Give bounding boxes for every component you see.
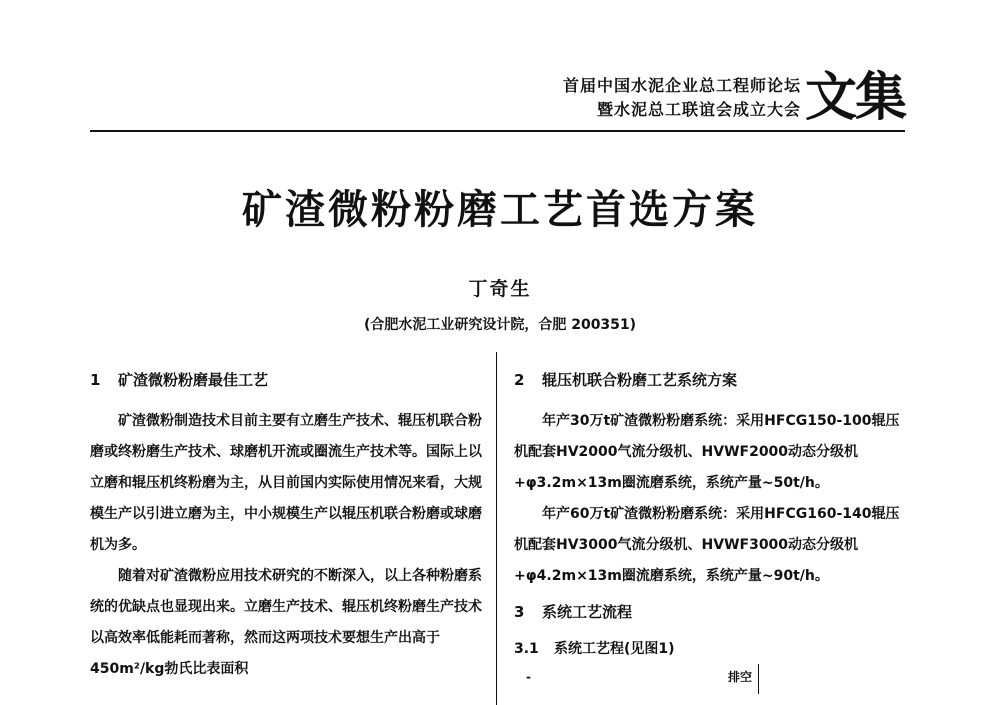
figure-1-fragment [514, 664, 912, 694]
header-text-lines [563, 74, 801, 122]
header-rule [90, 130, 905, 132]
section-3-title: 系统工艺流程 [542, 603, 633, 621]
subsection-3-1-number: 3.1 [514, 641, 539, 657]
section-1-number: 1 [90, 371, 101, 389]
figure-dash-mark: - [526, 670, 531, 684]
author-name: 丁奇生 [468, 278, 532, 300]
section-1-title: 矿渣微粉粉磨最佳工艺 [118, 371, 269, 389]
journal-header [562, 67, 905, 128]
subsection-3-1-title: 系统工艺程(见图1) [554, 641, 675, 657]
right-paragraph-2: 年产60万t矿渣微粉粉磨系统：采用HFCG160-140辊压机配套HV3000气流分级机、HVWF3000动态分级机+φ4.2m×13m圈流磨系统，系统产量~90t/h。 [514, 506, 900, 584]
header-line-1: 首届中国水泥企业总工程师论坛 [562, 76, 801, 95]
left-column [90, 366, 482, 685]
header-line-2: 暨水泥总工联谊会成立大会 [596, 100, 801, 119]
author-affiliation: (合肥水泥工业研究设计院，合肥 200351) [363, 317, 637, 333]
header-collection-label: 文集 [804, 67, 905, 128]
right-paragraph-1: 年产30万t矿渣微粉粉磨系统：采用HFCG150-100辊压机配套HV2000气流分级机、HVWF2000动态分级机+φ3.2m×13m圈流磨系统，系统产量~50t/h。 [514, 413, 900, 491]
section-2-number: 2 [514, 371, 525, 389]
column-divider [496, 352, 497, 705]
section-1-heading [90, 366, 482, 394]
figure-label-vent: 排空 [728, 670, 753, 684]
section-2-title: 辊压机联合粉磨工艺系统方案 [542, 371, 738, 389]
left-paragraph-2: 随着对矿渣微粉应用技术研究的不断深入，以上各种粉磨系统的优缺点也显现出来。立磨生产技术、辊压机终粉磨生产技术以高效率低能耗而著称，然而这两项技术要想生产出高于450m²/kg勃氏比表面积 [90, 568, 482, 677]
section-3-number: 3 [514, 603, 525, 621]
section-3-heading [514, 598, 912, 626]
paper-title: 矿渣微粉粉磨工艺首选方案 [242, 186, 758, 233]
right-column [514, 366, 912, 694]
subsection-3-1-heading [514, 634, 912, 664]
section-2-heading [514, 366, 912, 394]
figure-pipe-line [758, 664, 759, 694]
left-paragraph-1: 矿渣微粉制造技术目前主要有立磨生产技术、辊压机联合粉磨或终粉磨生产技术、球磨机开流或圈流生产技术等。国际上以立磨和辊压机终粉磨为主，从目前国内实际使用情况来看，大规模生产以引进立磨为主，中小规模生产以辊压机联合粉磨或球磨机为多。 [90, 413, 482, 553]
